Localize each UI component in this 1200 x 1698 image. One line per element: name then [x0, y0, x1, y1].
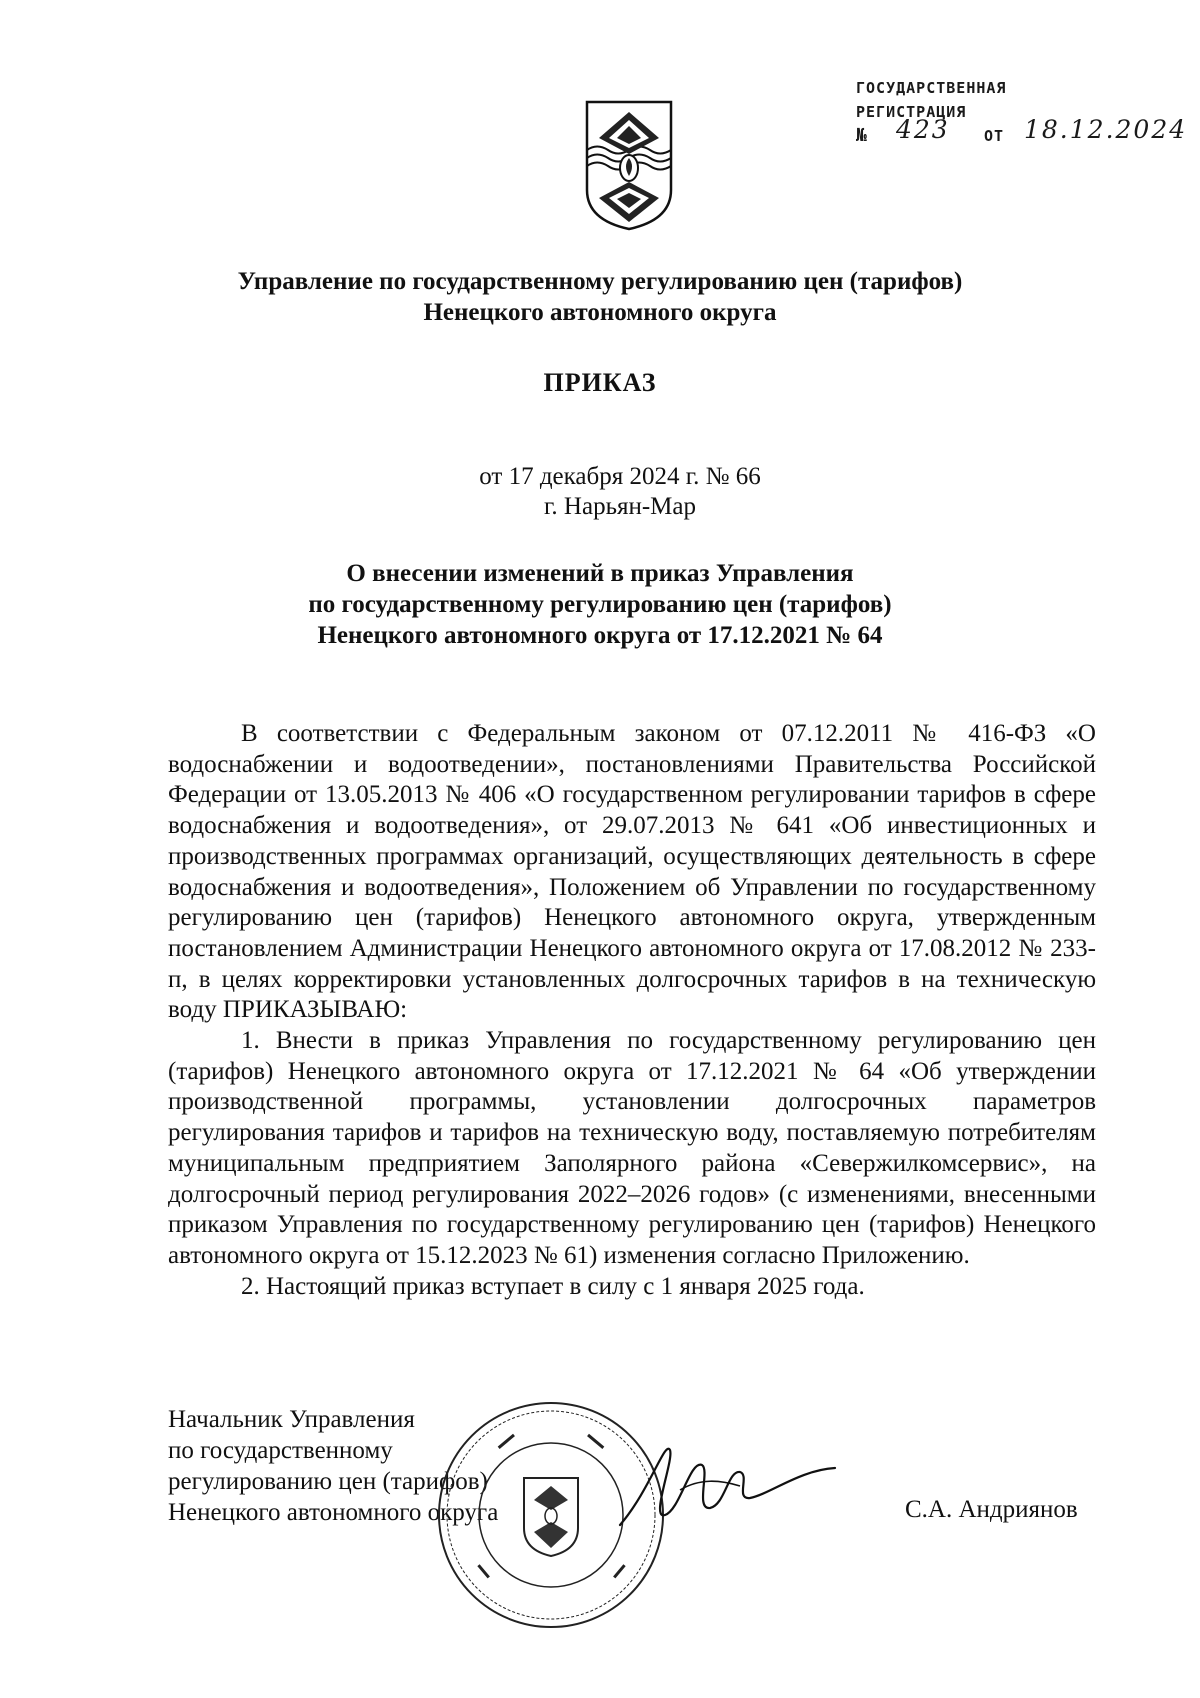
organization-header	[0, 266, 1200, 328]
registration-date: 18.12.2024	[1024, 115, 1188, 144]
registration-number: 423	[896, 115, 950, 144]
body-paragraph-item2: 2. Настоящий приказ вступает в силу с 1 января 2025 года.	[241, 1272, 865, 1300]
registration-line1: ГОСУДАРСТВЕННАЯ	[856, 79, 1007, 97]
body-paragraph-item1: 1. Внести в приказ Управления по государственному регулированию цен (тарифов) Ненецкого автономного округа от 17.12.2021 № 64 «Об утверждении производственной программы, установлении долгосрочных параметров регулирования тарифов и тарифов на техническую воду, поставляемую потребителям муниципальным предприятием Заполярного района «Севержилкомсервис», на долгосрочный период регулирования 2022–2026 годов» (с изменениями, внесенными приказом Управления по государственному регулированию цен (тарифов) Ненецкого автономного округа от 15.12.2023 № 61) изменения согласно Приложению.	[168, 1027, 1096, 1269]
org-line1: Управление по государственному регулированию цен (тарифов)	[237, 268, 963, 295]
signature-line4: Ненецкого автономного округа	[168, 1499, 499, 1526]
subject-line1: О внесении изменений в приказ Управления	[346, 560, 854, 587]
signatory-name: С.А. Андриянов	[905, 1496, 1078, 1523]
registration-block	[856, 78, 1188, 150]
signature-line3: регулированию цен (тарифов)	[168, 1468, 488, 1495]
document-city: г. Нарьян-Мар	[543, 493, 696, 520]
registration-from-label: ОТ	[984, 127, 1005, 145]
document-date: от 17 декабря 2024 г. № 66	[479, 463, 761, 490]
date-and-place	[0, 462, 1200, 522]
org-line2: Ненецкого автономного округа	[423, 299, 777, 326]
body-paragraph-preamble: В соответствии с Федеральным законом от 07.12.2011 № 416-ФЗ «О водоснабжении и водоотведении», постановлениями Правительства Российской Федерации от 13.05.2013 № 406 «О государственном регулировании тарифов в сфере водоснабжения и водоотведения», от 29.07.2013 № 641 «Об инвестиционных и производственных программах организаций, осуществляющих деятельность в сфере водоснабжения и водоотведения», Положением об Управлении по государственному регулированию цен (тарифов) Ненецкого автономного округа, утвержденным постановлением Администрации Ненецкого автономного округа от 17.08.2012 № 233-п, в целях корректировки установленных долгосрочных тарифов в на техническую воду ПРИКАЗЫВАЮ:	[168, 720, 1096, 1024]
subject-line2: по государственному регулированию цен (тарифов)	[308, 591, 892, 618]
signature-line1: Начальник Управления	[168, 1406, 415, 1433]
subject-line3: Ненецкого автономного округа от 17.12.2021 № 64	[317, 622, 883, 649]
document-body	[168, 719, 1096, 1302]
handwritten-signature-icon	[610, 1430, 840, 1540]
coat-of-arms-icon	[583, 98, 675, 232]
registration-line2: РЕГИСТРАЦИЯ	[856, 103, 967, 121]
registration-number-sign: №	[856, 125, 868, 146]
signature-line2: по государственному	[168, 1437, 393, 1464]
document-type: ПРИКАЗ	[543, 368, 657, 397]
document-subject	[0, 558, 1200, 651]
